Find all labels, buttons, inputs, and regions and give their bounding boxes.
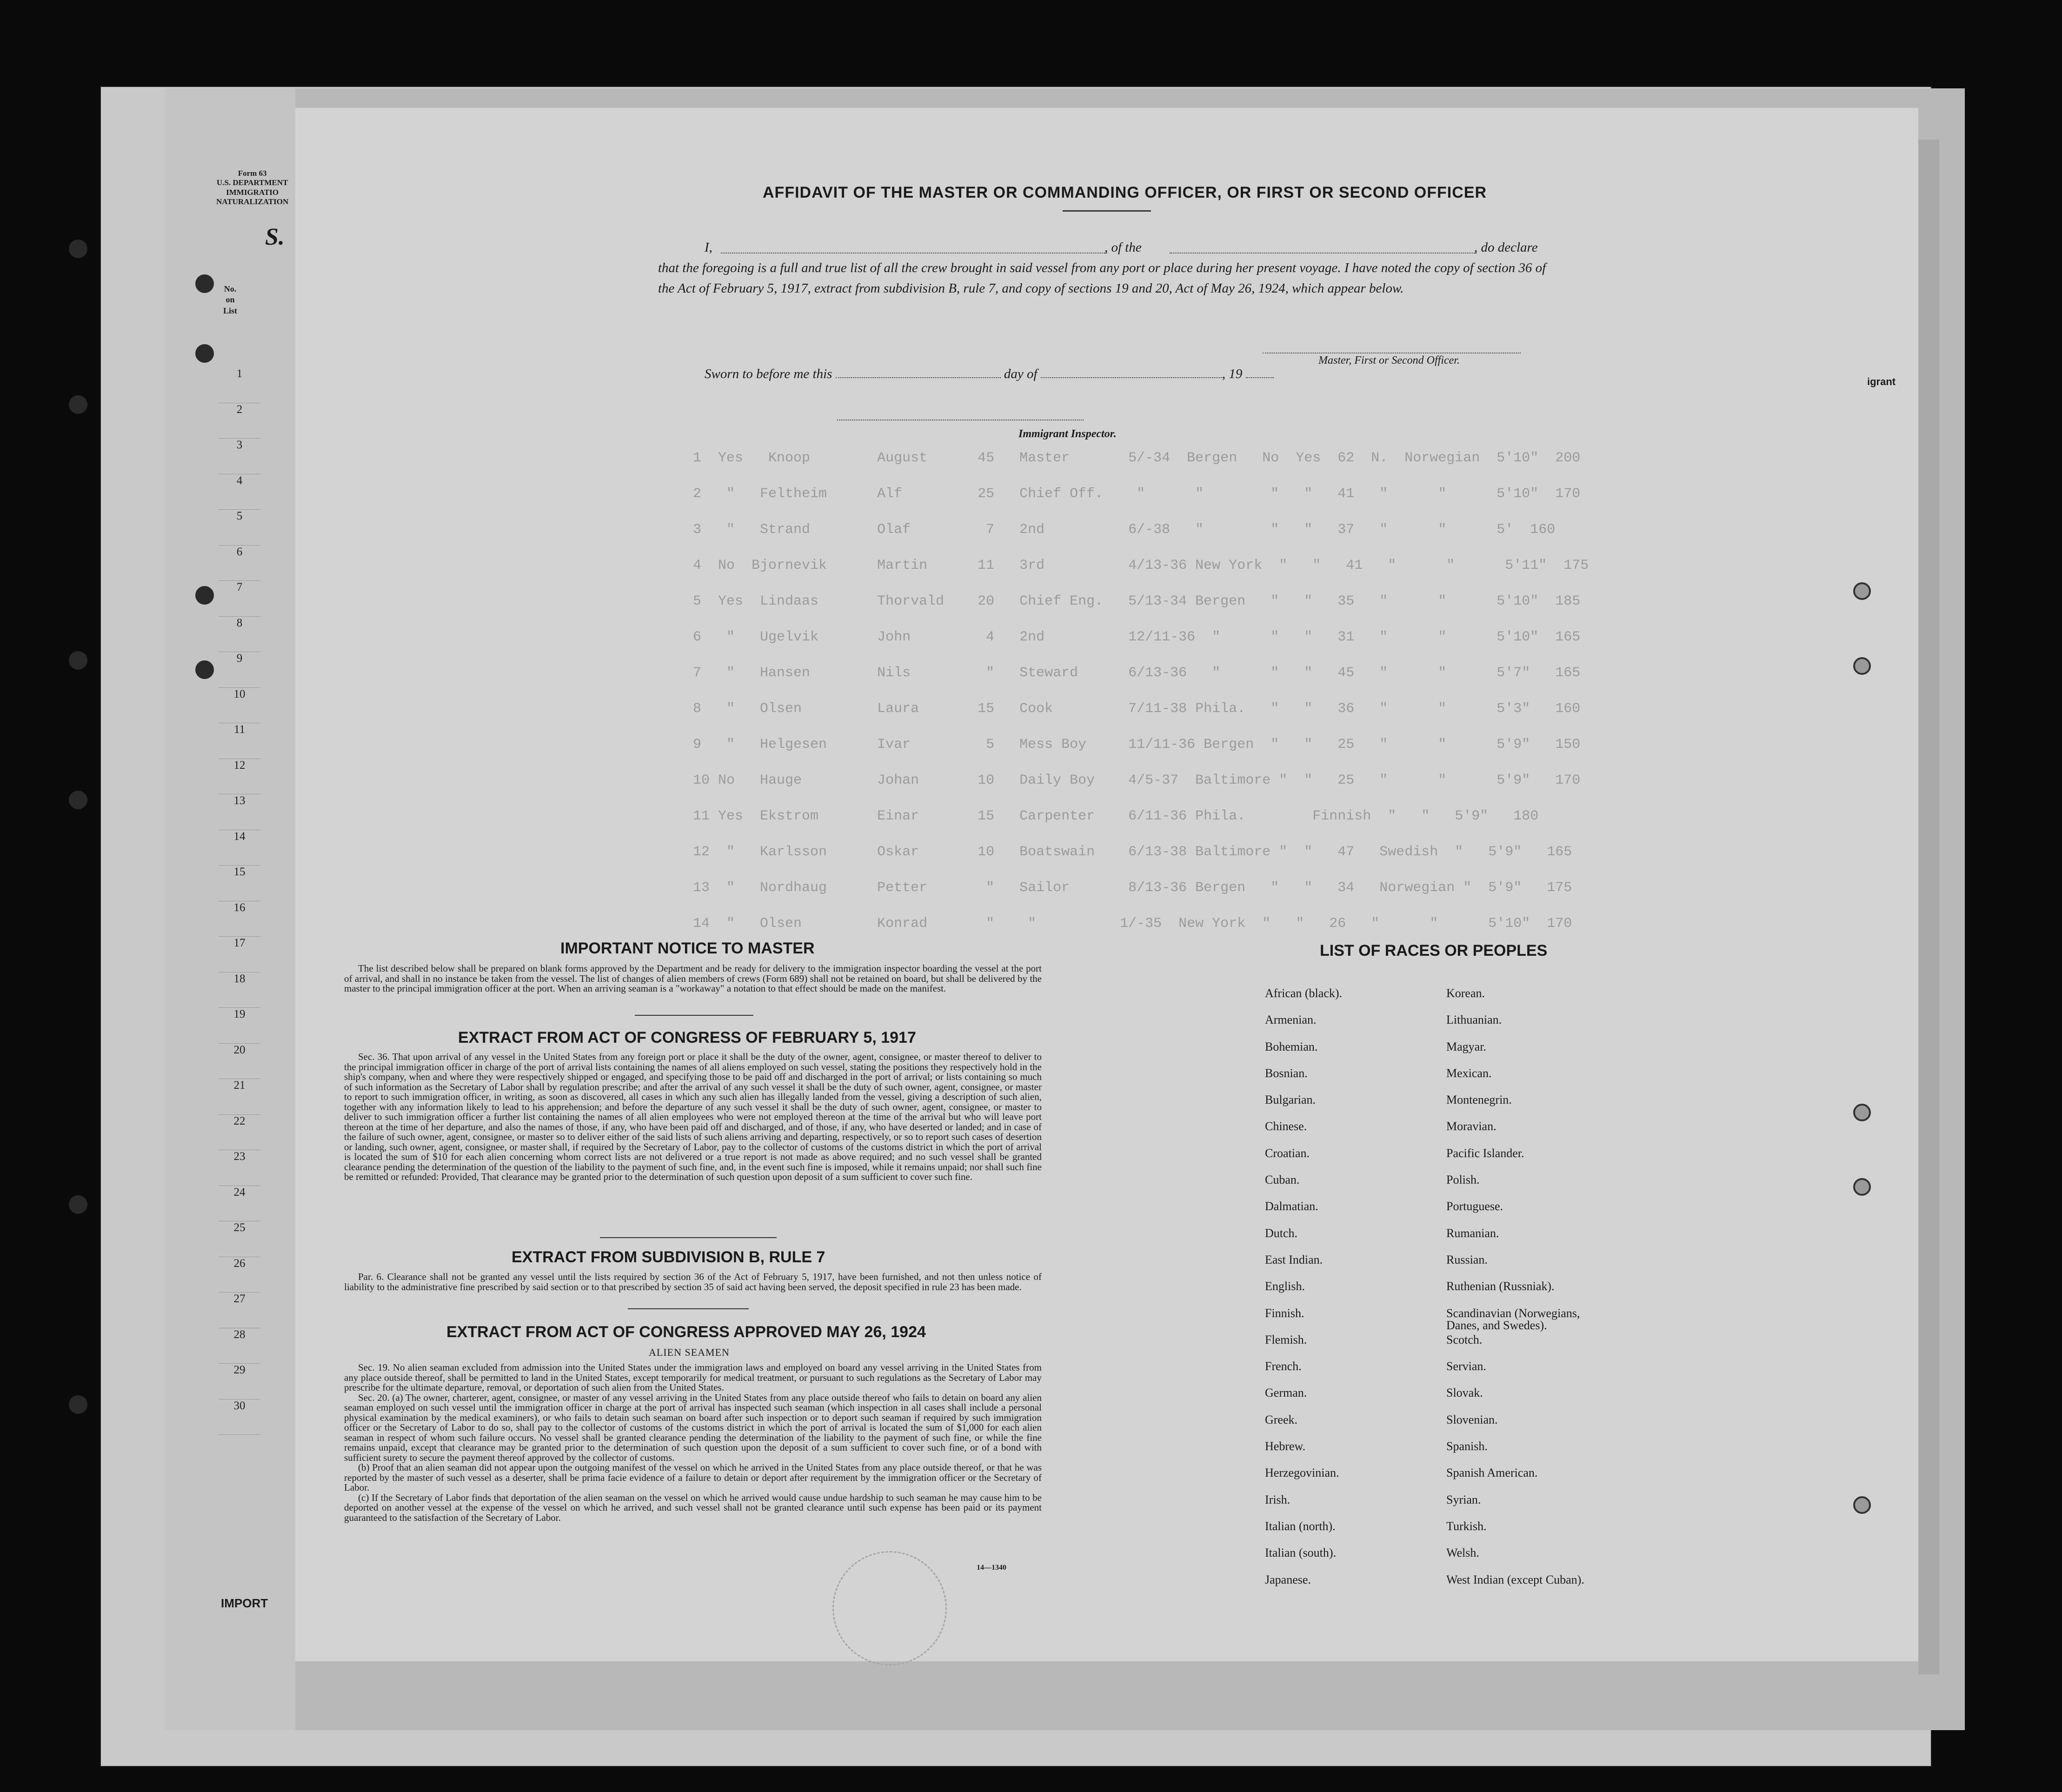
extract-1924-paragraph: (b) Proof that an alien seaman did not appear upon the outgoing manifest of the vessel on which he arrived in the United States from any place outside thereof, or that he was reported by the master of such vessel as a deserter, shall be prima facie evidence of a failure to detain or deport after requirement by the immigration officer or the Secretary of Labor. [344, 1462, 1042, 1493]
row-number: 16 [219, 901, 260, 937]
binder-hole [195, 274, 214, 293]
race-entry: Scandinavian (Norwegians, Danes, and Swedes). [1446, 1306, 1580, 1332]
bleed-through-row: 13 " Nordhaug Petter " Sailor 8/13-36 Bergen " " 34 Norwegian " 5'9" 175 [693, 880, 1572, 896]
race-entry: Spanish. [1446, 1439, 1488, 1453]
binder-hole [69, 791, 87, 809]
row-number: 6 [219, 546, 260, 581]
race-entry: Russian. [1446, 1252, 1488, 1266]
row-number: 4 [219, 474, 260, 510]
inspector-label: Immigrant Inspector. [1018, 428, 1117, 440]
affidavit-i: I, [705, 240, 712, 255]
race-entry: Irish. [1265, 1492, 1290, 1506]
race-entry: East Indian. [1265, 1252, 1323, 1266]
race-entry: Slovak. [1446, 1386, 1483, 1400]
bleed-through-row: 1 Yes Knoop August 45 Master 5/-34 Bergen No Yes 62 N. Norwegian 5'10" 200 [693, 450, 1581, 466]
race-entry: Finnish. [1265, 1306, 1304, 1320]
race-entry: Pacific Islander. [1446, 1146, 1524, 1160]
binder-hole [195, 586, 214, 605]
bleed-through-row: 5 Yes Lindaas Thorvald 20 Chief Eng. 5/13-34 Bergen " " 35 " " 5'10" 185 [693, 593, 1581, 609]
race-entry: Bosnian. [1265, 1066, 1308, 1080]
row-number: 8 [219, 617, 260, 653]
race-entry: West Indian (except Cuban). [1446, 1572, 1584, 1586]
row-number: 5 [219, 510, 260, 546]
binder-hole [1853, 657, 1871, 675]
binder-hole [69, 1195, 87, 1214]
race-entry: African (black). [1265, 986, 1343, 1000]
department-line: U.S. DEPARTMENT [216, 178, 288, 187]
extract-1924-text [344, 1363, 1042, 1523]
row-number: 11 [219, 723, 260, 759]
extract-1917-text: Sec. 36. That upon arrival of any vessel in the United States from any foreign port or place it shall be the duty of the owner, agent, consignee, or master thereof to deliver to the principal immigration officer in charge of the port of arrival lists containing the names of all aliens employed on such vessel, stating the positions they respectively hold in the ship's company, when and where they were respectively shipped or engaged, and specifying those to be paid off and discharged in the port of arrival; or lists containing so much of such information as the Secretary of Labor shall by regulation prescribe; and after the arrival of any such vessel it shall be the duty of such owner, agent, consignee, or master to report to such immigration officer, in writing, as soon as discovered, all cases in which any such alien has illegally landed from the vessel, giving a description of such alien, together with any information likely to lead to his apprehension; and before the departure of any such vessel it shall be the duty of such owner, agent, consignee, or master to deliver to such immigration officer a further list containing the names of all alien employees who were not employed thereon at the time of the arrival but who will leave port thereon at the time of her departure, and also the names of those, if any, who have been paid off and discharged, and of those, if any, who have deserted or landed; and in case of the failure of such owner, agent, consignee, or master so to deliver either of the said lists of such aliens arriving and departing, respectively, or so to report such cases of desertion or landing, such owner, agent, consignee, or master shall, if required by the Secretary of Labor, pay to the collector of customs of the customs district in which the port of arrival is located the sum of $10 for each alien concerning whom correct lists are not delivered or a true report is not made as above required; and no such vessel shall be granted clearance pending the determination of the question of the liability to the payment of such fine, and, in the event such fine is imposed, while it remains unpaid; nor shall such fine be remitted or refunded: Provided, That clearance may be granted prior to the determination of such question upon deposit of a sum sufficient to cover such fine. [344, 1051, 1042, 1182]
race-entry: Portuguese. [1446, 1199, 1503, 1213]
binder-hole [195, 344, 214, 363]
row-number: 24 [219, 1186, 260, 1222]
year-line[interactable] [1246, 377, 1274, 378]
binder-hole [69, 651, 87, 670]
race-entry: Montenegrin. [1446, 1093, 1512, 1107]
race-entry: Turkish. [1446, 1519, 1487, 1533]
binder-hole [69, 240, 87, 258]
bleed-through-row: 11 Yes Ekstrom Einar 15 Carpenter 6/11-36 Phila. Finnish " " 5'9" 180 [693, 808, 1539, 824]
race-entry: Welsh. [1446, 1546, 1479, 1560]
bleed-through-row: 2 " Feltheim Alf 25 Chief Off. " " " " 41 " " 5'10" 170 [693, 486, 1581, 502]
extract-1924-paragraph: (c) If the Secretary of Labor finds that deportation of the alien seaman on the vessel on which he arrived would cause undue hardship to such seaman he may cause him to be deported on another vessel at the expense of the vessel on which he arrived, and such vessel shall not be granted clearance until such expense has been paid or its payment guaranteed to the satisfaction of the Secretary of Labor. [344, 1492, 1042, 1523]
binder-hole [69, 1395, 87, 1414]
extract-1917-title: EXTRACT FROM ACT OF CONGRESS OF FEBRUARY 5, 1917 [458, 1029, 916, 1046]
race-entry: Greek. [1265, 1412, 1298, 1426]
race-entry: Magyar. [1446, 1039, 1486, 1053]
binder-hole [1853, 1104, 1871, 1121]
row-number-column [219, 367, 260, 1435]
affidavit-title: AFFIDAVIT OF THE MASTER OR COMMANDING OFFICER, OR FIRST OR SECOND OFFICER [763, 184, 1487, 201]
row-number: 30 [219, 1399, 260, 1435]
race-entry: Bulgarian. [1265, 1093, 1316, 1107]
bleed-through-row: 8 " Olsen Laura 15 Cook 7/11-38 Phila. " " 36 " " 5'3" 160 [693, 701, 1581, 717]
sworn-text: Sworn to before me this [705, 366, 832, 381]
race-entry: Korean. [1446, 986, 1485, 1000]
races-column-2 [1446, 987, 1604, 1600]
bleed-through-row: 10 No Hauge Johan 10 Daily Boy 4/5-37 Baltimore " " 25 " " 5'9" 170 [693, 773, 1581, 788]
master-signature-label: Master, First or Second Officer. [1318, 354, 1460, 366]
bleed-through-row: 3 " Strand Olaf 7 2nd 6/-38 " " " 37 " " 5' 160 [693, 522, 1556, 538]
binder-hole [1853, 1178, 1871, 1196]
affidavit-body-text: that the foregoing is a full and true list of all the crew brought in said vessel from any port or place during her present voyage. I have noted the copy of section 36 of the Act of February 5, 1917, extract from subdivision B, rule 7, and copy of sections 19 and 20, Act of May 26, 1924, which appear below. [658, 260, 1546, 296]
alien-seamen-subtitle: ALIEN SEAMEN [649, 1346, 730, 1358]
race-entry: Dalmatian. [1265, 1199, 1318, 1213]
row-number: 1 [219, 367, 260, 403]
left-footer: IMPORT [221, 1596, 268, 1610]
bleed-through-row: 12 " Karlsson Oskar 10 Boatswain 6/13-38 Baltimore " " 47 Swedish " 5'9" 165 [693, 844, 1572, 860]
race-entry: Hebrew. [1265, 1439, 1306, 1453]
binder-hole [195, 660, 214, 679]
left-form-header [216, 169, 288, 207]
binder-hole [69, 395, 87, 414]
day-of-text: day of [1004, 366, 1038, 381]
races-column-1 [1265, 987, 1342, 1600]
row-number: 15 [219, 866, 260, 901]
year-prefix: , 19 [1222, 366, 1243, 381]
race-entry: Flemish. [1265, 1332, 1307, 1346]
section-rule [600, 1237, 777, 1238]
row-number: 22 [219, 1115, 260, 1151]
binder-hole [1853, 582, 1871, 600]
notice-text: The list described below shall be prepared on blank forms approved by the Department and be ready for delivery to the immigration inspector boarding the vessel at the port of arrival, and shall in no instance be taken from the vessel. The list of changes of alien members of crews (Form 689) shall not be retained on board, but shall be delivered by the master to the principal immigration officer at the port. When an arriving seaman is a "workaway" a notation to that effect should be made on the manifest. [344, 963, 1042, 994]
right-page-edge [1918, 140, 1939, 1674]
race-entry: Syrian. [1446, 1492, 1481, 1506]
row-number: 3 [219, 439, 260, 474]
row-number: 18 [219, 973, 260, 1008]
extract-1924-paragraph: Sec. 19. No alien seaman excluded from admission into the United States under the immigration laws and employed on board any vessel arriving in the United States from any place outside thereof, shall be permitted to land in the United States, except temporarily for medical treatment, or pursuant to such regulations as the Secretary of Labor may prescribe for the ultimate departure, removal, or deportation of such alien from the United States. [344, 1362, 1042, 1393]
title-rule [1063, 210, 1151, 212]
notice-title: IMPORTANT NOTICE TO MASTER [560, 939, 815, 957]
race-entry: Spanish American. [1446, 1466, 1538, 1480]
bleed-through-row: 4 No Bjornevik Martin 11 3rd 4/13-36 New York " " 41 " " 5'11" 175 [693, 558, 1589, 573]
race-entry: German. [1265, 1386, 1307, 1400]
affidavit-do-declare: , do declare [1474, 240, 1538, 255]
races-title: LIST OF RACES OR PEOPLES [1320, 942, 1548, 959]
row-number: 23 [219, 1150, 260, 1186]
race-entry: Scotch. [1446, 1332, 1483, 1346]
row-number: 14 [219, 830, 260, 866]
month-line[interactable] [1041, 377, 1222, 378]
race-entry: Moravian. [1446, 1119, 1497, 1133]
extract-1924-paragraph: Sec. 20. (a) The owner, charterer, agent, consignee, or master of any vessel arriving in the United States from any place outside thereof who fails to detain on board any alien seaman employed on such vessel until the immigration officer in charge at the port of arrival has inspected such seaman (which inspection in all cases shall include a personal physical examination by the medical examiners), or who fails to detain such seaman on board after such inspection or to deport such seaman if required by such immigration officer or the Secretary of Labor to do so, shall pay to the collector of customs of the customs district in which the port of arrival is located the sum of $1,000 for each alien seaman in respect of whom such failure occurs. No vessel shall be granted clearance pending the determination of the liability to the payment of such fine, or while the fine remains unpaid, except that clearance may be granted prior to the determination of such question upon the deposit of a sum sufficient to cover such fine, or of a bond with sufficient surety to secure the payment thereof approved by the collector of customs. [344, 1392, 1042, 1463]
binder-hole [1853, 1496, 1871, 1514]
row-number: 7 [219, 581, 260, 617]
extract-1924-title: EXTRACT FROM ACT OF CONGRESS APPROVED MAY 26, 1924 [446, 1323, 926, 1341]
row-number: 10 [219, 688, 260, 724]
embossed-seal [832, 1551, 947, 1665]
form-code: 14—1340 [977, 1564, 1006, 1572]
race-entry: Polish. [1446, 1173, 1480, 1187]
affidavit-statement [658, 237, 1551, 299]
race-entry: Dutch. [1265, 1226, 1298, 1240]
race-entry: Servian. [1446, 1359, 1486, 1373]
extract-rule7-title: EXTRACT FROM SUBDIVISION B, RULE 7 [512, 1248, 825, 1266]
row-number: 27 [219, 1292, 260, 1328]
left-heading-letter: S. [265, 224, 285, 250]
race-entry: Herzegovinian. [1265, 1466, 1339, 1480]
bleed-through-row: 14 " Olsen Konrad " " 1/-35 New York " " 26 " " 5'10" 170 [693, 916, 1572, 932]
day-line[interactable] [836, 377, 1001, 378]
race-entry: Croatian. [1265, 1146, 1310, 1160]
bleed-through-row: 9 " Helgesen Ivar 5 Mess Boy 11/11-36 Bergen " " 25 " " 5'9" 150 [693, 737, 1581, 753]
row-number: 2 [219, 403, 260, 439]
row-number: 29 [219, 1364, 260, 1399]
sworn-line [705, 366, 1274, 382]
race-entry: Japanese. [1265, 1572, 1311, 1586]
form-number: Form 63 [238, 169, 267, 178]
race-entry: Italian (north). [1265, 1519, 1336, 1533]
race-entry: Lithuanian. [1446, 1013, 1502, 1027]
row-number: 19 [219, 1008, 260, 1044]
bleed-through-row: 7 " Hansen Nils " Steward 6/13-36 " " " 45 " " 5'7" 165 [693, 665, 1581, 681]
race-entry: French. [1265, 1359, 1302, 1373]
race-entry: Rumanian. [1446, 1226, 1499, 1240]
race-entry: Italian (south). [1265, 1546, 1337, 1560]
race-entry: Bohemian. [1265, 1039, 1318, 1053]
race-entry: Chinese. [1265, 1119, 1307, 1133]
bleed-through-row: 6 " Ugelvik John 4 2nd 12/11-36 " " " 31 " " 5'10" 165 [693, 629, 1581, 645]
section-rule [628, 1308, 749, 1309]
race-entry: Ruthenian (Russniak). [1446, 1279, 1555, 1293]
row-number: 28 [219, 1328, 260, 1364]
row-number: 17 [219, 937, 260, 973]
no-on-list-header: No. on List [223, 284, 238, 315]
race-entry: Armenian. [1265, 1013, 1317, 1027]
department-line: NATURALIZATION [216, 197, 289, 207]
department-line: IMMIGRATIO [226, 187, 279, 197]
right-page-fragment: igrant [1867, 376, 1896, 387]
row-number: 20 [219, 1044, 260, 1079]
affidavit-of-the: , of the [1104, 240, 1142, 255]
row-number: 25 [219, 1221, 260, 1257]
row-number: 9 [219, 652, 260, 688]
row-number: 21 [219, 1079, 260, 1115]
row-number: 12 [219, 759, 260, 795]
row-number: 13 [219, 794, 260, 830]
race-entry: English. [1265, 1279, 1305, 1293]
extract-rule7-text: Par. 6. Clearance shall not be granted any vessel until the lists required by section 36 of the Act of February 5, 1917, have been furnished, and not then unless notice of liability to the administrative fine prescribed by said section or to that prescribed by section 35 of said act having been served, the deposit specified in rule 23 has been made. [344, 1271, 1042, 1292]
race-entry: Cuban. [1265, 1173, 1300, 1187]
race-entry: Slovenian. [1446, 1412, 1498, 1426]
section-rule [635, 1015, 753, 1016]
race-entry: Mexican. [1446, 1066, 1492, 1080]
row-number: 26 [219, 1257, 260, 1293]
